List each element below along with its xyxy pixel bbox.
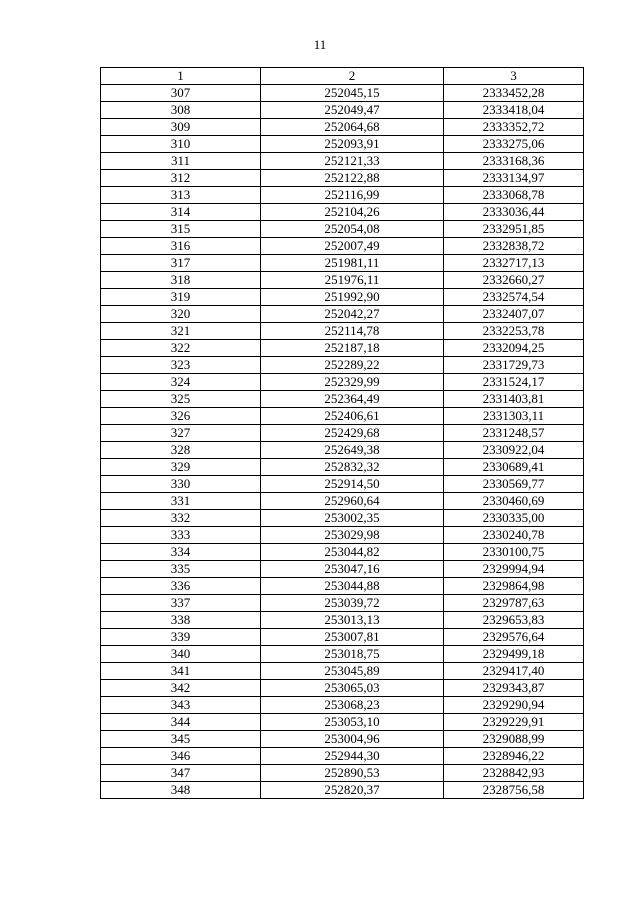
table-row: [101, 255, 584, 272]
y-coordinate-cell: 2329290,94: [444, 697, 584, 714]
y-coordinate-cell: 2332574,54: [444, 289, 584, 306]
x-coordinate-cell: 252042,27: [261, 306, 444, 323]
y-coordinate-cell: 2329787,63: [444, 595, 584, 612]
x-coordinate-cell: 252104,26: [261, 204, 444, 221]
y-coordinate-cell: 2332407,07: [444, 306, 584, 323]
table-row: [101, 544, 584, 561]
y-coordinate-cell: 2332660,27: [444, 272, 584, 289]
x-coordinate-cell: 251992,90: [261, 289, 444, 306]
x-coordinate-cell: 252820,37: [261, 782, 444, 799]
y-coordinate-cell: 2333352,72: [444, 119, 584, 136]
table-row: [101, 612, 584, 629]
x-coordinate-cell: 253002,35: [261, 510, 444, 527]
y-coordinate-cell: 2332717,13: [444, 255, 584, 272]
point-number-cell: 318: [101, 272, 261, 289]
x-coordinate-cell: 252914,50: [261, 476, 444, 493]
x-coordinate-cell: 252890,53: [261, 765, 444, 782]
table-row: [101, 697, 584, 714]
point-number-cell: 314: [101, 204, 261, 221]
point-number-cell: 307: [101, 85, 261, 102]
y-coordinate-cell: 2333452,28: [444, 85, 584, 102]
point-number-cell: 339: [101, 629, 261, 646]
point-number-cell: 347: [101, 765, 261, 782]
y-coordinate-cell: 2331303,11: [444, 408, 584, 425]
y-coordinate-cell: 2330569,77: [444, 476, 584, 493]
table-row: [101, 663, 584, 680]
table-row: [101, 136, 584, 153]
table-row: [101, 510, 584, 527]
point-number-cell: 325: [101, 391, 261, 408]
x-coordinate-cell: 252289,22: [261, 357, 444, 374]
y-coordinate-cell: 2331729,73: [444, 357, 584, 374]
x-coordinate-cell: 253039,72: [261, 595, 444, 612]
x-coordinate-cell: 252049,47: [261, 102, 444, 119]
point-number-cell: 338: [101, 612, 261, 629]
table-row: [101, 578, 584, 595]
point-number-cell: 329: [101, 459, 261, 476]
y-coordinate-cell: 2330335,00: [444, 510, 584, 527]
x-coordinate-cell: 252093,91: [261, 136, 444, 153]
table-row: [101, 357, 584, 374]
y-coordinate-cell: 2328756,58: [444, 782, 584, 799]
y-coordinate-cell: 2331403,81: [444, 391, 584, 408]
table-row: [101, 731, 584, 748]
table-row: [101, 748, 584, 765]
x-coordinate-cell: 253065,03: [261, 680, 444, 697]
column-header: 2: [261, 68, 444, 85]
table-row: [101, 425, 584, 442]
table-row: [101, 187, 584, 204]
x-coordinate-cell: 253018,75: [261, 646, 444, 663]
x-coordinate-cell: 253007,81: [261, 629, 444, 646]
table-row: [101, 119, 584, 136]
x-coordinate-cell: 252429,68: [261, 425, 444, 442]
x-coordinate-cell: 253004,96: [261, 731, 444, 748]
table-row: [101, 680, 584, 697]
coordinates-table: [100, 67, 584, 799]
table-header-row: [101, 68, 584, 85]
table-row: [101, 170, 584, 187]
table-row: [101, 340, 584, 357]
y-coordinate-cell: 2328946,22: [444, 748, 584, 765]
x-coordinate-cell: 253044,88: [261, 578, 444, 595]
point-number-cell: 321: [101, 323, 261, 340]
y-coordinate-cell: 2329417,40: [444, 663, 584, 680]
point-number-cell: 312: [101, 170, 261, 187]
table-row: [101, 289, 584, 306]
x-coordinate-cell: 253068,23: [261, 697, 444, 714]
table-row: [101, 493, 584, 510]
point-number-cell: 345: [101, 731, 261, 748]
table-row: [101, 238, 584, 255]
x-coordinate-cell: 252944,30: [261, 748, 444, 765]
y-coordinate-cell: 2333275,06: [444, 136, 584, 153]
table-row: [101, 476, 584, 493]
y-coordinate-cell: 2333418,04: [444, 102, 584, 119]
x-coordinate-cell: 252406,61: [261, 408, 444, 425]
page-number: 11: [313, 37, 327, 52]
x-coordinate-cell: 253029,98: [261, 527, 444, 544]
table-row: [101, 374, 584, 391]
x-coordinate-cell: 252114,78: [261, 323, 444, 340]
y-coordinate-cell: 2330240,78: [444, 527, 584, 544]
point-number-cell: 319: [101, 289, 261, 306]
y-coordinate-cell: 2329229,91: [444, 714, 584, 731]
point-number-cell: 334: [101, 544, 261, 561]
table-row: [101, 714, 584, 731]
x-coordinate-cell: 252364,49: [261, 391, 444, 408]
table-row: [101, 204, 584, 221]
x-coordinate-cell: 251981,11: [261, 255, 444, 272]
table-row: [101, 629, 584, 646]
x-coordinate-cell: 252007,49: [261, 238, 444, 255]
y-coordinate-cell: 2329864,98: [444, 578, 584, 595]
table-row: [101, 765, 584, 782]
table-row: [101, 272, 584, 289]
x-coordinate-cell: 253044,82: [261, 544, 444, 561]
point-number-cell: 320: [101, 306, 261, 323]
table-row: [101, 527, 584, 544]
point-number-cell: 324: [101, 374, 261, 391]
table-row: [101, 153, 584, 170]
table-row: [101, 595, 584, 612]
y-coordinate-cell: 2330460,69: [444, 493, 584, 510]
table-row: [101, 85, 584, 102]
x-coordinate-cell: 252045,15: [261, 85, 444, 102]
y-coordinate-cell: 2331524,17: [444, 374, 584, 391]
point-number-cell: 336: [101, 578, 261, 595]
point-number-cell: 309: [101, 119, 261, 136]
table-row: [101, 102, 584, 119]
x-coordinate-cell: 252054,08: [261, 221, 444, 238]
point-number-cell: 308: [101, 102, 261, 119]
y-coordinate-cell: 2330922,04: [444, 442, 584, 459]
y-coordinate-cell: 2329653,83: [444, 612, 584, 629]
y-coordinate-cell: 2333036,44: [444, 204, 584, 221]
point-number-cell: 317: [101, 255, 261, 272]
y-coordinate-cell: 2329576,64: [444, 629, 584, 646]
point-number-cell: 311: [101, 153, 261, 170]
x-coordinate-cell: 252329,99: [261, 374, 444, 391]
point-number-cell: 315: [101, 221, 261, 238]
y-coordinate-cell: 2329088,99: [444, 731, 584, 748]
table-row: [101, 306, 584, 323]
point-number-cell: 343: [101, 697, 261, 714]
y-coordinate-cell: 2328842,93: [444, 765, 584, 782]
x-coordinate-cell: 253045,89: [261, 663, 444, 680]
table-body: [101, 85, 584, 799]
x-coordinate-cell: 252960,64: [261, 493, 444, 510]
y-coordinate-cell: 2329343,87: [444, 680, 584, 697]
point-number-cell: 333: [101, 527, 261, 544]
x-coordinate-cell: 252121,33: [261, 153, 444, 170]
x-coordinate-cell: 253053,10: [261, 714, 444, 731]
point-number-cell: 348: [101, 782, 261, 799]
point-number-cell: 316: [101, 238, 261, 255]
y-coordinate-cell: 2333168,36: [444, 153, 584, 170]
point-number-cell: 323: [101, 357, 261, 374]
point-number-cell: 340: [101, 646, 261, 663]
column-header: 3: [444, 68, 584, 85]
y-coordinate-cell: 2332094,25: [444, 340, 584, 357]
x-coordinate-cell: 253013,13: [261, 612, 444, 629]
table-row: [101, 391, 584, 408]
point-number-cell: 341: [101, 663, 261, 680]
y-coordinate-cell: 2332951,85: [444, 221, 584, 238]
point-number-cell: 326: [101, 408, 261, 425]
y-coordinate-cell: 2332838,72: [444, 238, 584, 255]
x-coordinate-cell: 252187,18: [261, 340, 444, 357]
point-number-cell: 335: [101, 561, 261, 578]
point-number-cell: 310: [101, 136, 261, 153]
table-row: [101, 459, 584, 476]
x-coordinate-cell: 252064,68: [261, 119, 444, 136]
x-coordinate-cell: 253047,16: [261, 561, 444, 578]
y-coordinate-cell: 2333134,97: [444, 170, 584, 187]
point-number-cell: 327: [101, 425, 261, 442]
x-coordinate-cell: 252649,38: [261, 442, 444, 459]
y-coordinate-cell: 2330100,75: [444, 544, 584, 561]
point-number-cell: 328: [101, 442, 261, 459]
point-number-cell: 342: [101, 680, 261, 697]
y-coordinate-cell: 2333068,78: [444, 187, 584, 204]
table-row: [101, 221, 584, 238]
x-coordinate-cell: 252832,32: [261, 459, 444, 476]
column-header: 1: [101, 68, 261, 85]
point-number-cell: 346: [101, 748, 261, 765]
x-coordinate-cell: 251976,11: [261, 272, 444, 289]
point-number-cell: 313: [101, 187, 261, 204]
table-row: [101, 782, 584, 799]
table-row: [101, 561, 584, 578]
x-coordinate-cell: 252122,88: [261, 170, 444, 187]
y-coordinate-cell: 2330689,41: [444, 459, 584, 476]
point-number-cell: 332: [101, 510, 261, 527]
point-number-cell: 330: [101, 476, 261, 493]
table-row: [101, 408, 584, 425]
y-coordinate-cell: 2331248,57: [444, 425, 584, 442]
point-number-cell: 337: [101, 595, 261, 612]
table-row: [101, 442, 584, 459]
table-row: [101, 323, 584, 340]
y-coordinate-cell: 2332253,78: [444, 323, 584, 340]
table-row: [101, 646, 584, 663]
point-number-cell: 322: [101, 340, 261, 357]
point-number-cell: 331: [101, 493, 261, 510]
y-coordinate-cell: 2329499,18: [444, 646, 584, 663]
point-number-cell: 344: [101, 714, 261, 731]
x-coordinate-cell: 252116,99: [261, 187, 444, 204]
y-coordinate-cell: 2329994,94: [444, 561, 584, 578]
